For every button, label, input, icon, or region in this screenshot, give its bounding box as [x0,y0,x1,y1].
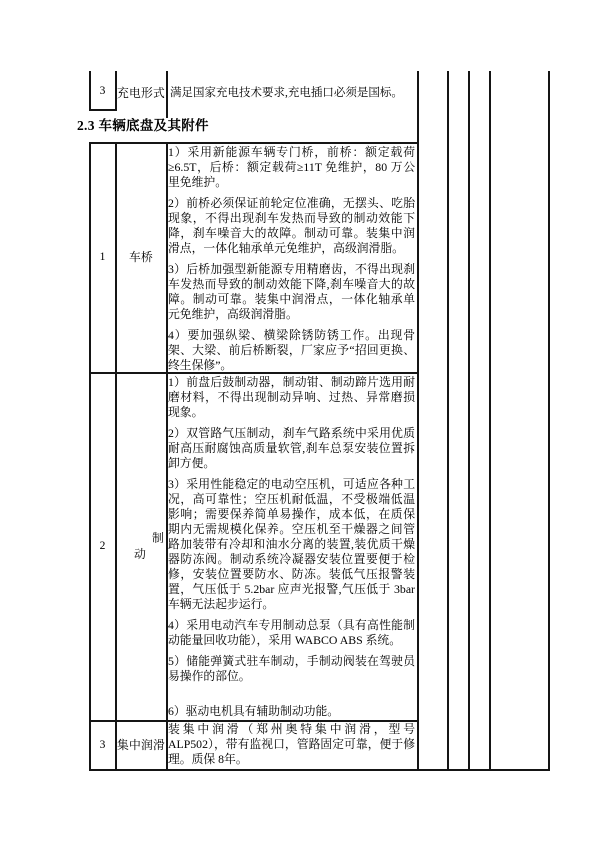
grid-line [489,71,491,771]
row-2-label [116,372,166,720]
row-2-label-line-2: 动 [134,547,146,561]
section-heading: 2.3 车辆底盘及其附件 [77,118,209,133]
row-3-label: 集中润滑 [117,737,165,752]
grid-line [468,71,470,771]
grid-line [166,142,168,771]
grid-line [89,109,117,111]
grid-line [166,71,168,118]
spec-paragraph: 1）采用新能源车辆专门桥，前桥：额定载荷≥6.5T，后桥：额定载荷≥11T 免维护，80 万公里免维护。 [168,145,415,189]
spec-paragraph: 2）前桥必须保证前轮定位准确，无摆头、吃胎现象，不得出现刹车发热而导致的制动效能下降，刹车噪音大的故障。制动可靠。装集中润滑点，一体化轴承单元免维护，高级润滑脂。 [168,196,415,255]
grid-line [447,71,449,771]
row-1-number: 1 [99,250,106,263]
spec-paragraph: 4）要加强纵梁、横梁除锈防锈工作。出现骨架、大梁、前后桥断裂，厂家应予“招回更换、终生保修”。 [168,328,415,371]
table-bottom-border [89,769,550,771]
grid-line [417,71,419,771]
row-2-number: 2 [99,539,106,552]
row-1-spec-text [168,142,415,371]
grid-line [89,372,418,374]
row-3-spec-text [168,720,415,769]
grid-line [89,720,418,722]
spec-paragraph: 6）驱动电机具有辅助制动功能。 [168,704,340,718]
grid-line [115,71,117,109]
row-2-spec-text [168,372,415,719]
carryover-row-spec-text: 满足国家充电技术要求,充电插口必须是国标。 [170,86,403,99]
row-1-label: 车桥 [129,249,153,264]
spec-paragraph: 3）后桥加强型新能源专用精磨齿，不得出现刹车发热而导致的制动效能下降,刹车噪音大的故障。制动可靠。装集中润滑点，一体化轴承单元免维护，高级润滑脂。 [168,262,415,321]
carryover-row-label: 充电形式 [117,85,165,100]
row-2-label-line-1: 制 [152,531,164,545]
grid-line [89,71,91,109]
spec-paragraph: 1）前盘后鼓制动器，制动钳、制动蹄片选用耐磨材料，不得出现制动异响、过热、异常磨损现象。 [168,375,415,419]
grid-line [89,142,418,144]
row-3-number: 3 [99,738,106,751]
grid-line [89,142,91,771]
spec-paragraph: 4）采用电动汽车专用制动总泵（具有高性能制动能量回收功能），采用 WABCO ABS 系统。 [168,618,415,647]
spec-paragraph: 3）采用性能稳定的电动空压机，可适应各种工况，高可靠性；空压机耐低温，不受极端低温影响；需要保养简单易操作，成本低，在质保期内无需规模化保养。空压机至干燥器之间管路加装带有冷却和油水分离的装置,装优质干燥器防冻阀。制动系统冷凝器安装位置要便于检修，安装位置要防水、防冻。装低气压报警装置，气压低于 5.2bar 应声光报警,气压低于 3bar 车辆无法起步运行。 [168,477,415,611]
spec-paragraph: 5）储能弹簧式驻车制动，手制动阀装在驾驶员易操作的部位。 [168,654,415,683]
grid-line [115,142,117,771]
spec-paragraph: 装集中润滑（郑州奥特集中润滑，型号 ALP502），带有监视口，管路固定可靠，便于修理。质保 8年。 [168,722,415,766]
carryover-row-number: 3 [99,84,106,97]
spec-paragraph: 2）双管路气压制动，刹车气路系统中采用优质耐高压耐腐蚀高质量软管,刹车总泵安装位置拆卸方便。 [168,426,415,470]
grid-line [548,71,550,771]
